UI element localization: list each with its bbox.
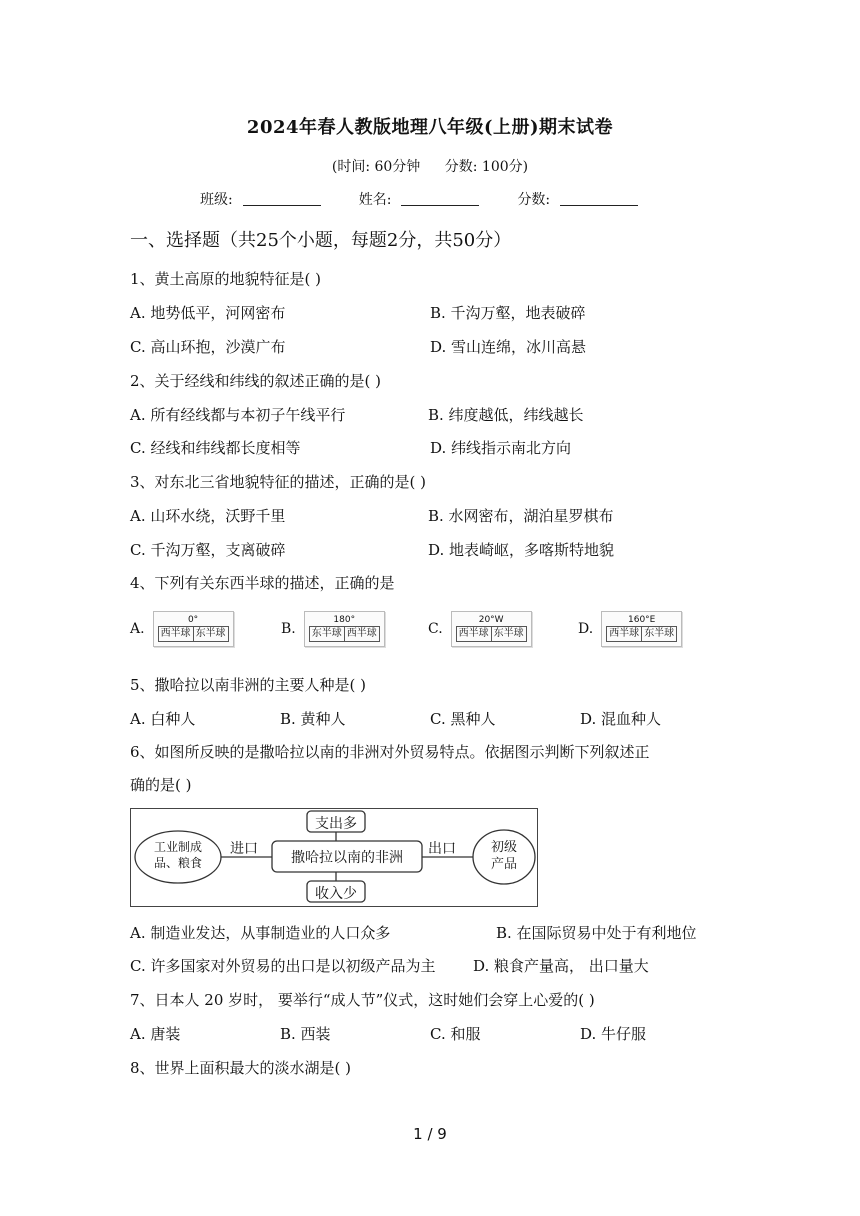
question-3-stem: 3、对东北三省地貌特征的描述，正确的是( ) [130, 473, 427, 491]
q4-option-d-letter: D. [578, 621, 594, 637]
meridian-label: 180° [333, 615, 356, 625]
q3-option-b: B. 水网密布，湖泊星罗棋布 [428, 507, 614, 525]
q1-option-b: B. 千沟万壑，地表破碎 [430, 304, 586, 322]
import-goods-line2: 品、粮食 [153, 856, 202, 870]
hemisphere-map-d [601, 611, 682, 647]
question-8-stem: 8、世界上面积最大的淡水湖是( ) [130, 1059, 352, 1077]
q4-option-c [428, 611, 532, 647]
hemisphere-map-a [153, 611, 234, 647]
q5-option-b: B. 黄种人 [280, 710, 346, 728]
export-goods-line1: 初级 [490, 840, 517, 855]
class-blank[interactable] [243, 189, 321, 206]
q6-option-c: C. 许多国家对外贸易的出口是以初级产品为主 [130, 957, 436, 975]
hemisphere-right-label: 东半球 [491, 627, 526, 641]
q3-option-a: A. 山环水绕，沃野千里 [130, 507, 286, 525]
score-blank[interactable] [560, 189, 638, 206]
exam-subtitle [0, 156, 860, 176]
class-label: 班级: [200, 192, 233, 208]
q5-option-a: A. 白种人 [130, 710, 196, 728]
q5-option-c: C. 黑种人 [430, 710, 496, 728]
q4-option-b-letter: B. [281, 621, 296, 637]
question-7-stem: 7、日本人 20 岁时， 要举行“成人节”仪式，这时她们会穿上心爱的( ) [130, 991, 595, 1009]
section-heading: 一、选择题（共25个小题，每题2分，共50分） [130, 230, 512, 251]
q7-option-b: B. 西装 [280, 1025, 331, 1043]
question-1-stem: 1、黄土高原的地貌特征是( ) [130, 270, 322, 288]
hemisphere-left-label: 西半球 [609, 628, 640, 639]
student-info [200, 189, 638, 209]
q4-option-a-letter: A. [130, 621, 145, 637]
q1-option-c: C. 高山环抱，沙漠广布 [130, 338, 286, 356]
question-4-stem: 4、下列有关东西半球的描述，正确的是 [130, 574, 395, 592]
import-goods-line1: 工业制成 [153, 840, 202, 854]
q6-option-a: A. 制造业发达，从事制造业的人口众多 [130, 924, 391, 942]
time-label: (时间: 60分钟 [331, 159, 421, 175]
name-label: 姓名: [358, 192, 392, 208]
income-label: 收入少 [315, 886, 357, 902]
question-5-stem: 5、撒哈拉以南非洲的主要人种是( ) [130, 676, 367, 694]
q4-option-d [578, 611, 682, 647]
question-2-stem: 2、关于经线和纬线的叙述正确的是( ) [130, 372, 382, 390]
q7-option-d: D. 牛仔服 [580, 1025, 647, 1043]
q3-option-c: C. 千沟万壑，支离破碎 [130, 541, 286, 559]
question-6-stem-line2: 确的是( ) [130, 776, 192, 794]
meridian-label: 20°W [478, 615, 504, 625]
hemisphere-left-label: 东半球 [311, 628, 342, 639]
hemisphere-right-label: 东半球 [193, 627, 228, 641]
q2-option-d: D. 纬线指示南北方向 [430, 439, 572, 457]
q2-option-c: C. 经线和纬线都长度相等 [130, 439, 301, 457]
exam-title: 2024年春人教版地理八年级(上册)期末试卷 [246, 117, 614, 138]
import-goods-label [135, 839, 221, 871]
q1-option-a: A. 地势低平，河网密布 [130, 304, 286, 322]
q2-option-b: B. 纬度越低，纬线越长 [428, 406, 584, 424]
import-label: 进口 [230, 841, 258, 857]
q6-option-b: B. 在国际贸易中处于有利地位 [496, 924, 697, 942]
total-score-label: 分数: 100分) [444, 159, 529, 175]
page-number: 1 / 9 [413, 1125, 447, 1143]
export-goods-label [473, 839, 535, 873]
region-label: 撒哈拉以南的非洲 [291, 850, 403, 866]
q2-option-a: A. 所有经线都与本初子午线平行 [130, 406, 346, 424]
q4-option-a [130, 611, 234, 647]
expenditure-label: 支出多 [315, 816, 357, 832]
q4-option-c-letter: C. [428, 621, 443, 637]
name-blank[interactable] [401, 189, 479, 206]
hemisphere-map-c [451, 611, 532, 647]
hemisphere-right-label: 西半球 [344, 627, 379, 641]
hemisphere-right-label: 东半球 [641, 627, 676, 641]
q7-option-a: A. 唐装 [130, 1025, 181, 1043]
q4-option-b [281, 611, 385, 647]
meridian-label: 0° [187, 615, 199, 625]
trade-diagram [130, 808, 538, 907]
export-label: 出口 [428, 841, 456, 857]
score-label: 分数: [517, 192, 551, 208]
q6-option-d: D. 粮食产量高， 出口量大 [473, 957, 649, 975]
hemisphere-left-label: 西半球 [160, 628, 191, 639]
q7-option-c: C. 和服 [430, 1025, 481, 1043]
export-goods-line2: 产品 [490, 857, 517, 872]
q5-option-d: D. 混血种人 [580, 710, 662, 728]
q1-option-d: D. 雪山连绵，冰川高悬 [430, 338, 587, 356]
q3-option-d: D. 地表崎岖，多喀斯特地貌 [428, 541, 615, 559]
question-6-stem-line1: 6、如图所反映的是撒哈拉以南的非洲对外贸易特点。依据图示判断下列叙述正 [130, 743, 650, 761]
hemisphere-left-label: 西半球 [458, 628, 489, 639]
meridian-label: 160°E [628, 615, 656, 625]
hemisphere-map-b [304, 611, 385, 647]
